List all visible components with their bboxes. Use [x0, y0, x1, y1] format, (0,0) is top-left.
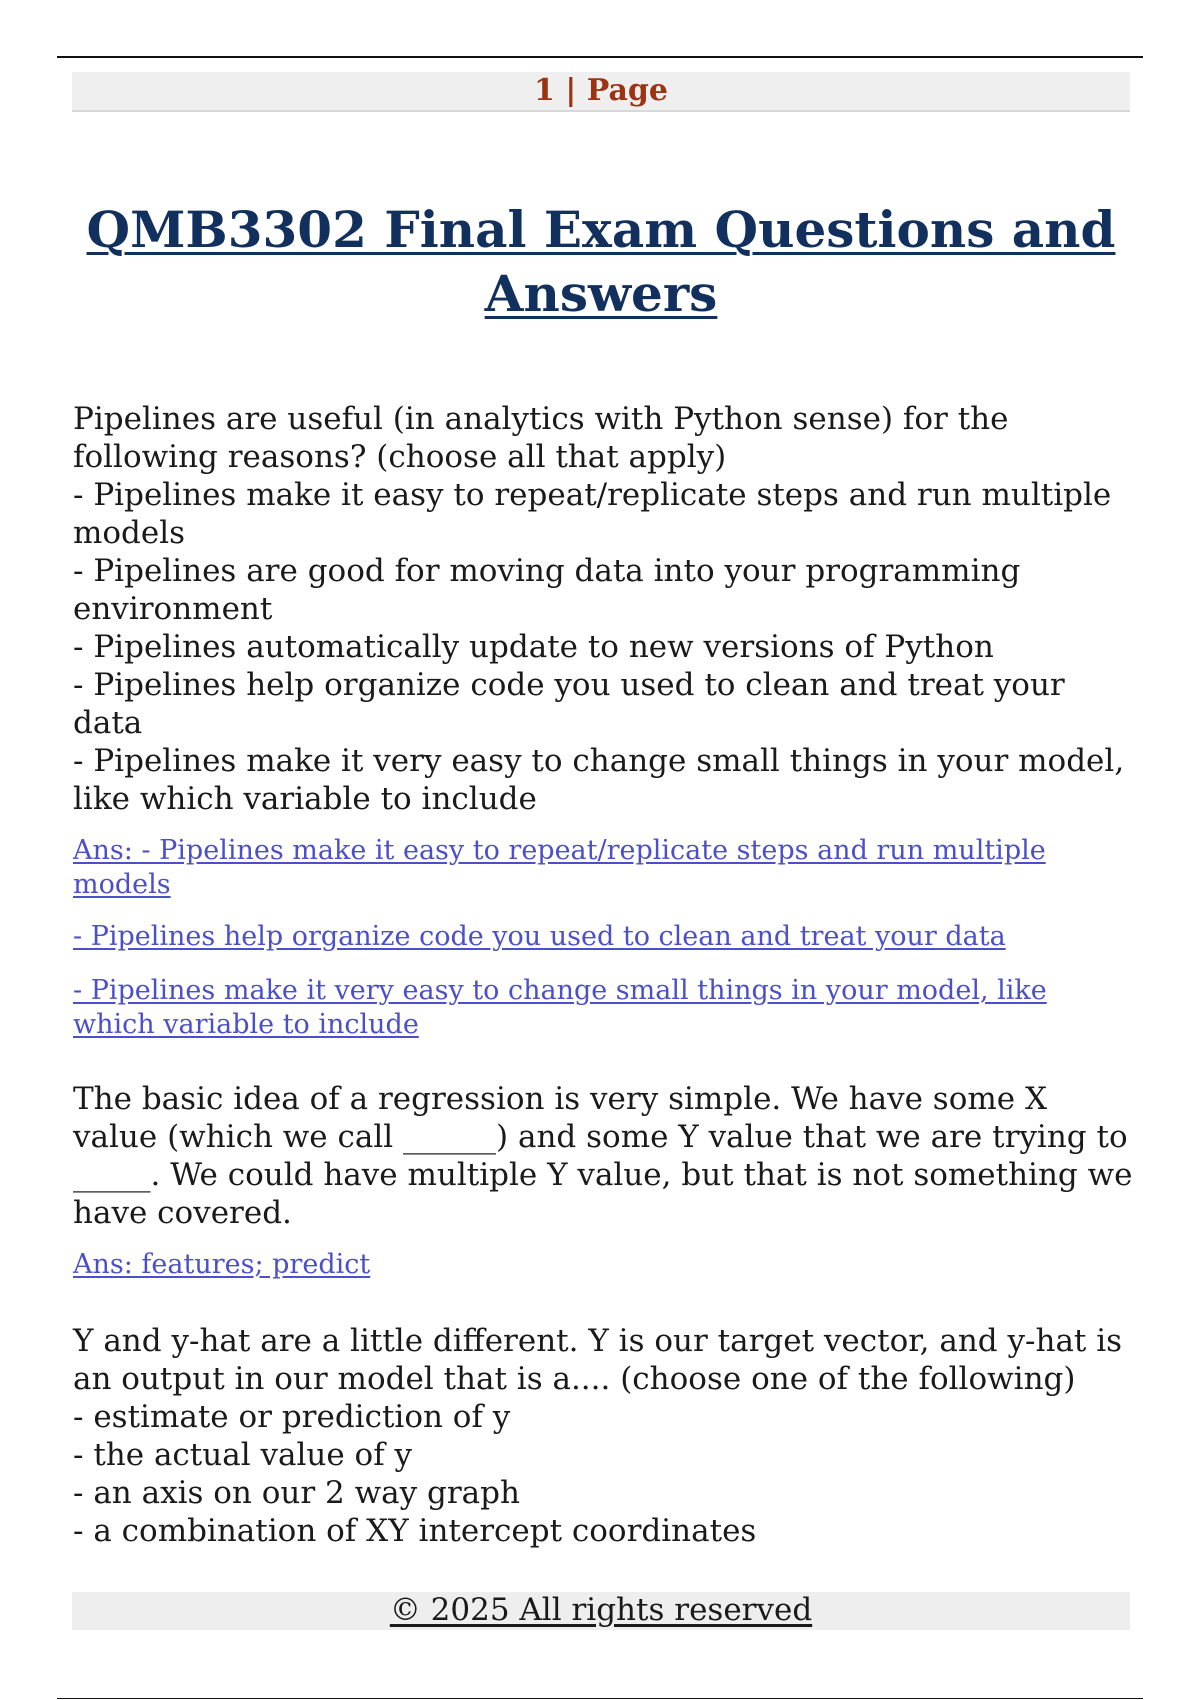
question-3-option: - the actual value of y [73, 1437, 413, 1473]
question-1-option: - Pipelines are good for moving data into your programming environment [73, 553, 1021, 627]
question-1-prompt: Pipelines are useful (in analytics with Python sense) for the following reasons? (choose all that apply) [73, 401, 1009, 475]
question-3-option: - a combination of XY intercept coordinates [73, 1513, 757, 1549]
question-3-prompt: Y and y-hat are a little different. Y is our target vector, and y-hat is an output in our model that is a.... (choose one of the following) [73, 1323, 1123, 1397]
question-1-option: - Pipelines make it easy to repeat/replicate steps and run multiple models [73, 477, 1112, 551]
copyright-text: © 2025 All rights reserved [389, 1592, 813, 1628]
question-3-option: - an axis on our 2 way graph [73, 1475, 520, 1511]
top-rule [57, 56, 1143, 58]
page-number-header: 1 | Page [72, 72, 1130, 112]
bottom-rule [57, 1698, 1143, 1699]
question-2: The basic idea of a regression is very simple. We have some X value (which we call ______) and some Y value that we are trying to _____. We could have multiple Y value, but that is not something we have covered. [73, 1081, 1133, 1231]
question-3 [73, 1322, 1133, 1550]
question-2-answer-link[interactable]: Ans: features; predict [73, 1249, 371, 1280]
copyright-footer [72, 1592, 1130, 1630]
document-title: QMB3302 Final Exam Questions and Answers [86, 200, 1116, 323]
question-1-option: - Pipelines make it very easy to change small things in your model, like which variable to include [73, 743, 1125, 817]
question-1-option: - Pipelines automatically update to new versions of Python [73, 629, 994, 665]
question-1 [73, 400, 1133, 818]
question-3-option: - estimate or prediction of y [73, 1399, 511, 1435]
question-1-option: - Pipelines help organize code you used to clean and treat your data [73, 667, 1065, 741]
question-1-answer-link[interactable]: - Pipelines help organize code you used to clean and treat your data [73, 921, 1006, 952]
question-1-answer-link[interactable]: Ans: - Pipelines make it easy to repeat/replicate steps and run multiple models [73, 835, 1046, 900]
exam-content [73, 400, 1133, 1550]
question-1-answer-link[interactable]: - Pipelines make it very easy to change small things in your model, like which variable to include [73, 975, 1047, 1040]
